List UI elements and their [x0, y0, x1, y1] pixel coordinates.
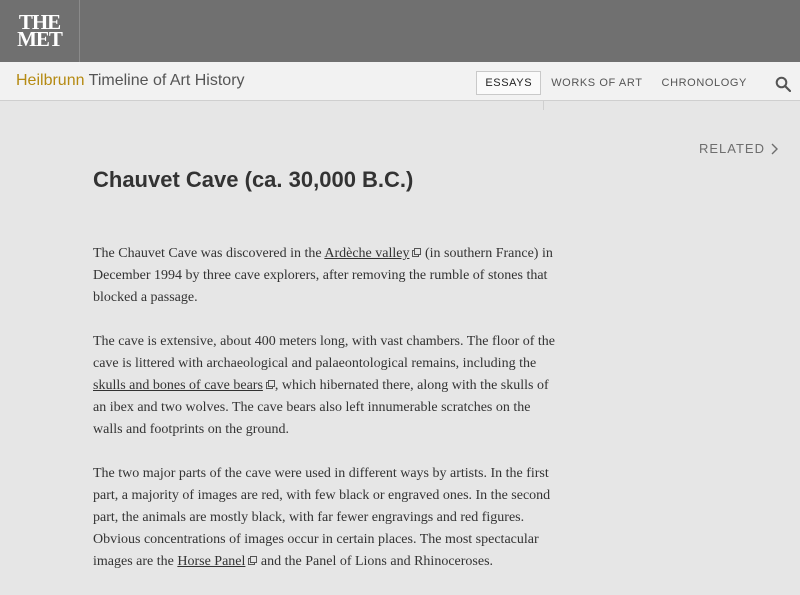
p1-text-a: The Chauvet Cave was discovered in the — [93, 246, 325, 261]
site-title[interactable] — [16, 72, 245, 90]
paragraph-3 — [93, 463, 563, 573]
p3-text-a: The two major parts of the cave were used in different ways by artists. In the first part, a majority of images are red, with few black or engraved ones. In the second part, the animals are mostly black, with far fewer engravings and red figures. Obvious concentrations of images occur in certain places. The most spectacular images are the — [93, 466, 551, 569]
nav-tab-works-of-art[interactable]: WORKS OF ART — [551, 77, 643, 89]
external-link-icon — [266, 380, 275, 389]
nav-tab-chronology[interactable]: CHRONOLOGY — [661, 77, 747, 89]
related-link[interactable] — [699, 141, 778, 156]
site-title-brand: Heilbrunn — [16, 72, 85, 89]
logo-line-2: MET — [17, 27, 62, 51]
nav-divider — [543, 100, 544, 110]
article-body — [93, 243, 563, 595]
link-horse-panel[interactable]: Horse Panel — [177, 554, 246, 569]
link-cave-bears[interactable]: skulls and bones of cave bears — [93, 378, 263, 393]
p2-text-a: The cave is extensive, about 400 meters long, with vast chambers. The floor of the cave is littered with archaeological and palaeontological remains, including the — [93, 334, 555, 371]
p3-text-b: and the Panel of Lions and Rhinoceroses. — [257, 554, 494, 569]
paragraph-2 — [93, 331, 563, 441]
related-label: RELATED — [699, 141, 765, 156]
link-ardeche-valley[interactable]: Ardèche valley — [324, 246, 410, 261]
paragraph-1 — [93, 243, 563, 309]
top-bar — [0, 0, 800, 62]
p1-text-b: (in southern France) in December 1994 by three cave explorers, after removing the rumble of stones that blocked a passage. — [93, 246, 553, 305]
met-logo[interactable] — [0, 0, 80, 62]
search-icon[interactable] — [775, 76, 791, 92]
site-title-rest: Timeline of Art History — [88, 72, 245, 89]
nav-links — [475, 71, 756, 95]
p2-text-b: , which hibernated there, along with the skulls of an ibex and two wolves. The cave bears also left innumerable scratches on the walls and footprints on the ground. — [93, 378, 549, 437]
page-title: Chauvet Cave (ca. 30,000 B.C.) — [93, 167, 414, 192]
chevron-right-icon — [771, 143, 778, 155]
logo-line-1: THE — [18, 10, 61, 34]
nav-tab-essays[interactable]: ESSAYS — [476, 71, 541, 95]
